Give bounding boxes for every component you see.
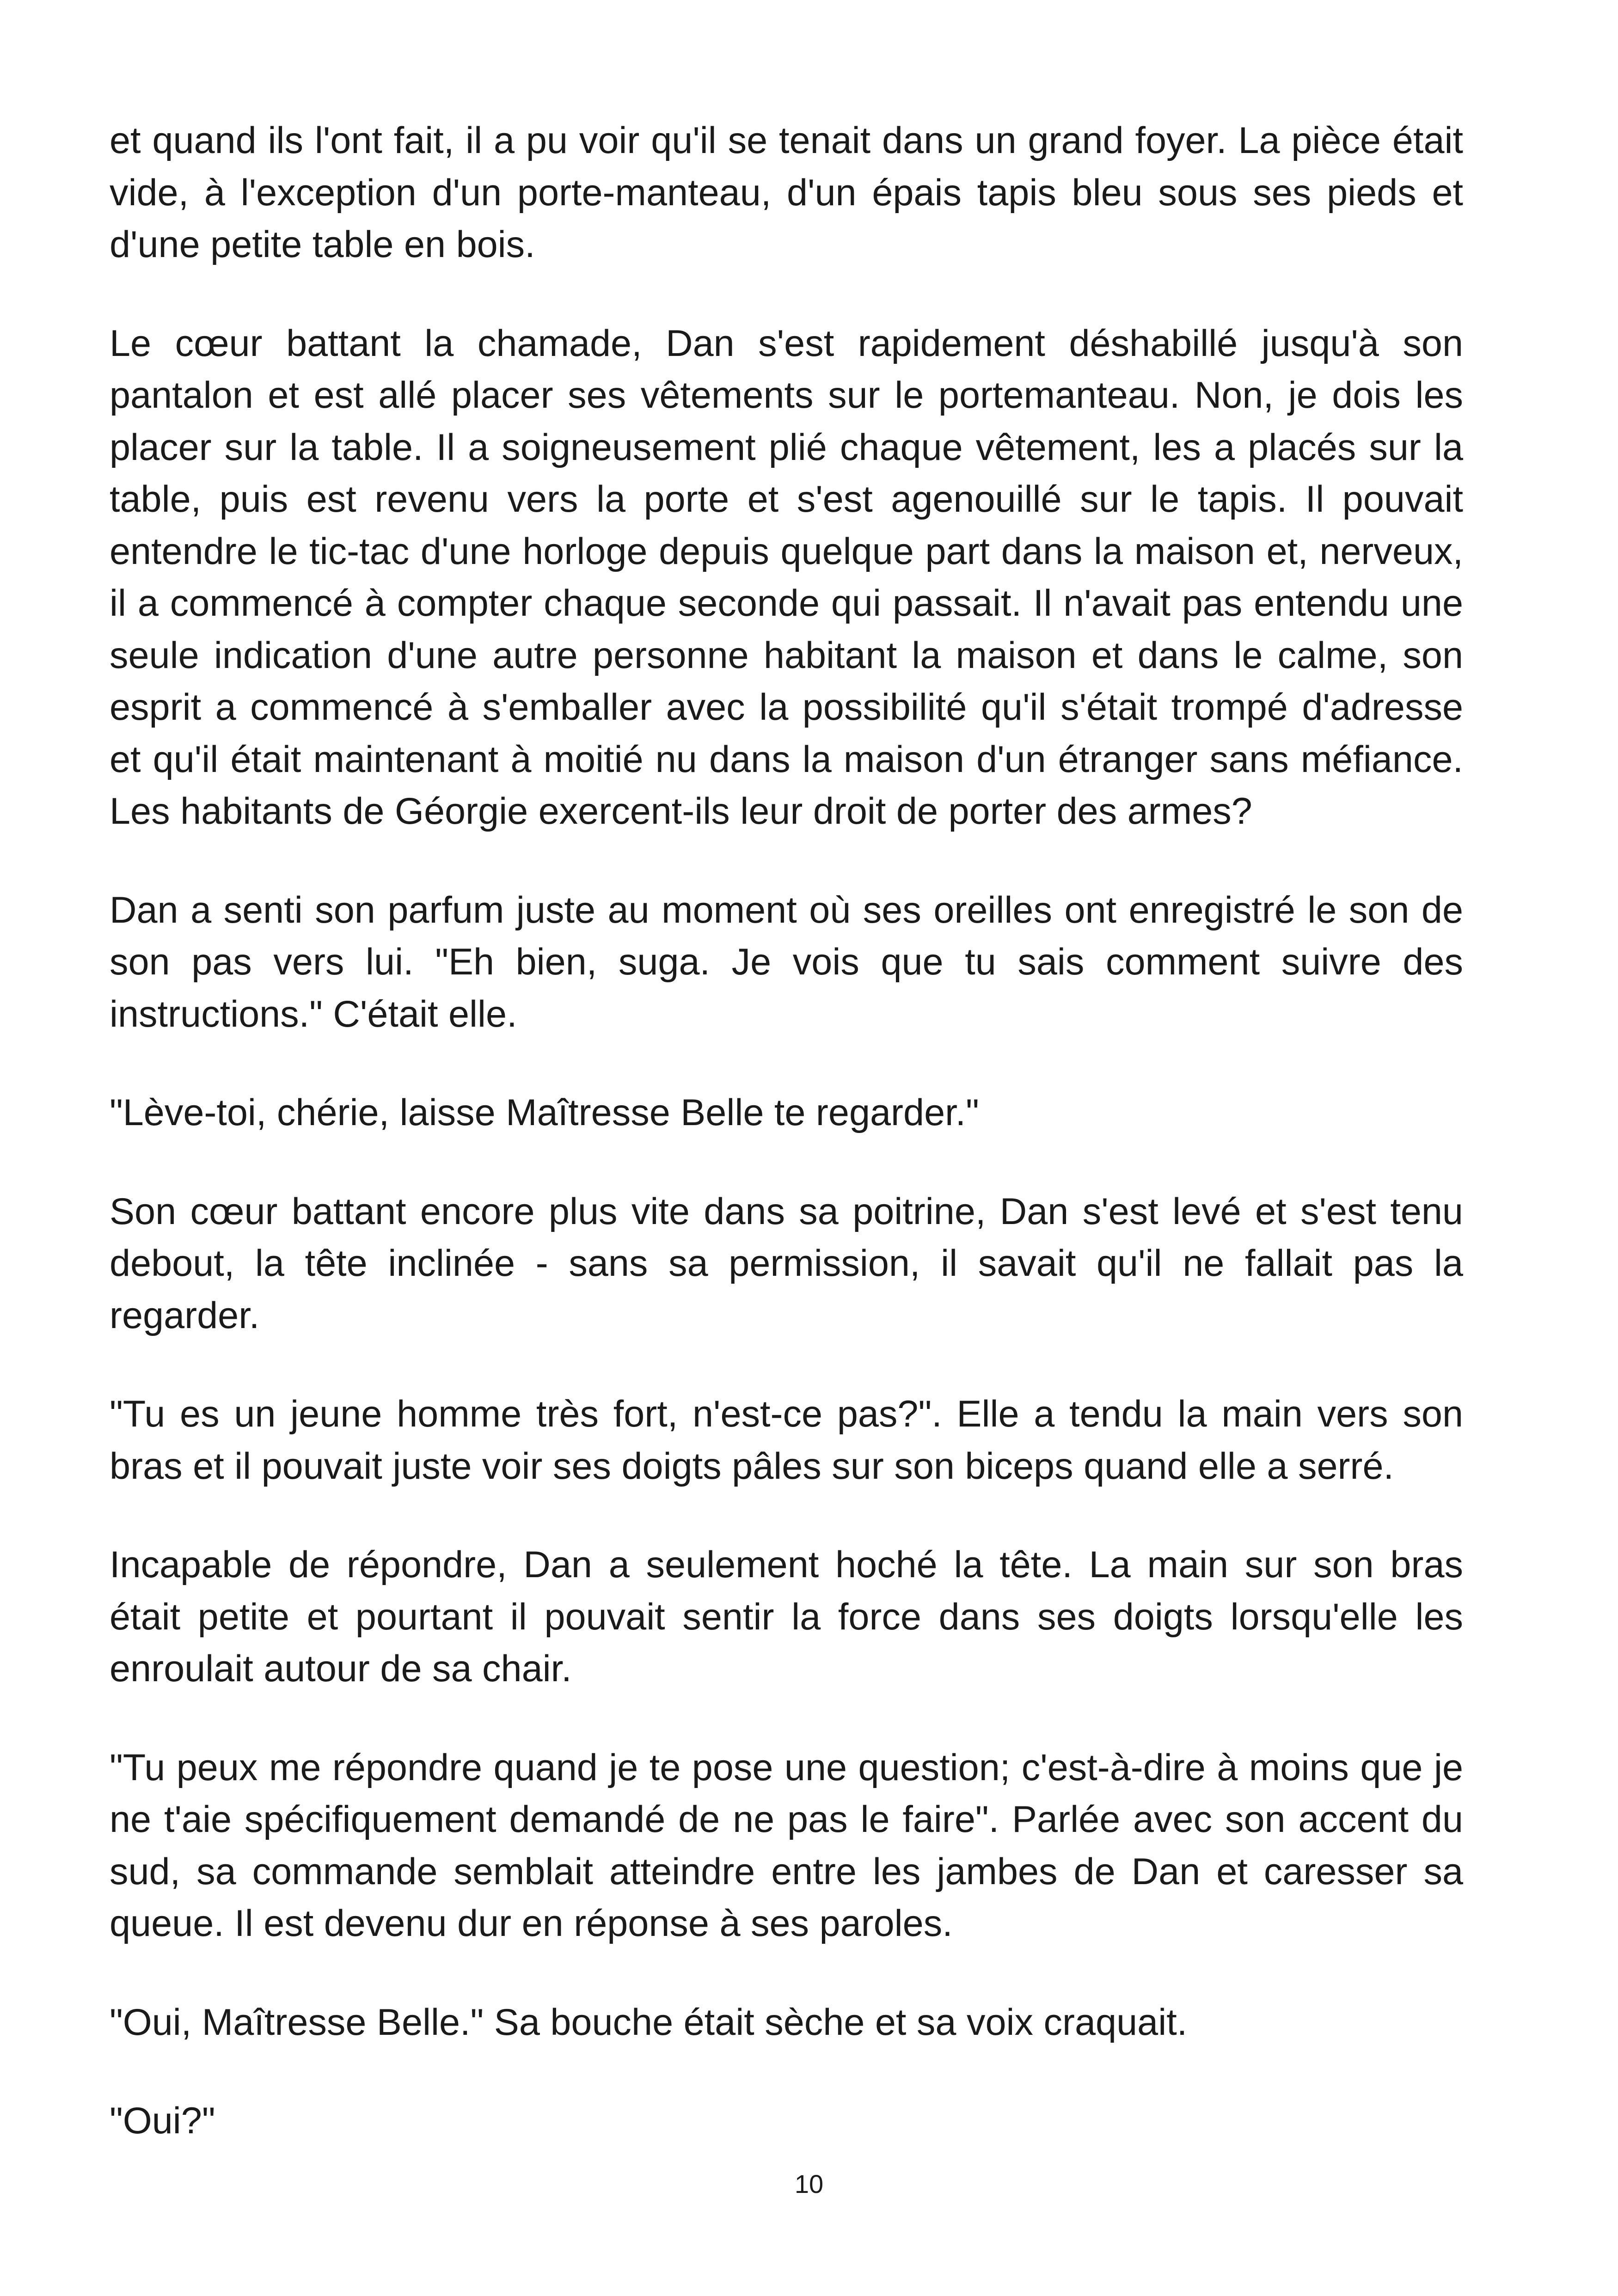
paragraph: "Lève-toi, chérie, laisse Maîtresse Belle te regarder." [110,1092,979,1133]
page-number: 10 [794,2169,824,2198]
paragraph: Le cœur battant la chamade, Dan s'est rapidement déshabillé jusqu'à son pantalon et est allé placer ses vêtements sur le portemanteau. Non, je dois les placer sur la table. Il a soigneusement plié chaque vêtement, les a placés sur la table, puis est revenu vers la porte et s'est agenouillé sur le tapis. Il pouvait entendre le tic-tac d'une horloge depuis quelque part dans la maison et, nerveux, il a commencé à compter chaque seconde qui passait. Il n'avait pas entendu une seule indication d'une autre personne habitant la maison et dans le calme, son esprit a commencé à s'emballer avec la possibilité qu'il s'était trompé d'adresse et qu'il était maintenant à moitié nu dans la maison d'un étranger sans méfiance. Les habitants de Géorgie exercent-ils leur droit de porter des armes? [110,322,1463,832]
paragraph: Son cœur battant encore plus vite dans sa poitrine, Dan s'est levé et s'est tenu debout, la tête inclinée - sans sa permission, il savait qu'il ne fallait pas la regarder. [110,1190,1463,1336]
paragraph: "Tu es un jeune homme très fort, n'est-ce pas?". Elle a tendu la main vers son bras et il pouvait juste voir ses doigts pâles sur son biceps quand elle a serré. [110,1393,1463,1487]
paragraph: et quand ils l'ont fait, il a pu voir qu'il se tenait dans un grand foyer. La pièce était vide, à l'exception d'un porte-manteau, d'un épais tapis bleu sous ses pieds et d'une petite table en bois. [110,120,1463,265]
paragraph: Incapable de répondre, Dan a seulement hoché la tête. La main sur son bras était petite et pourtant il pouvait sentir la force dans ses doigts lorsqu'elle les enroulait autour de sa chair. [110,1544,1463,1690]
paragraph: Dan a senti son parfum juste au moment où ses oreilles ont enregistré le son de son pas vers lui. "Eh bien, suga. Je vois que tu sais comment suivre des instructions." C'était elle. [110,889,1463,1035]
paragraph: "Oui?" [110,2100,215,2142]
paragraph: "Oui, Maîtresse Belle." Sa bouche était sèche et sa voix craquait. [110,2001,1188,2043]
paragraph: "Tu peux me répondre quand je te pose une question; c'est-à-dire à moins que je ne t'aie spécifiquement demandé de ne pas le faire". Parlée avec son accent du sud, sa commande semblait atteindre entre les jambes de Dan et caresser sa queue. Il est devenu dur en réponse à ses paroles. [110,1746,1463,1944]
body-text [110,115,1463,2147]
